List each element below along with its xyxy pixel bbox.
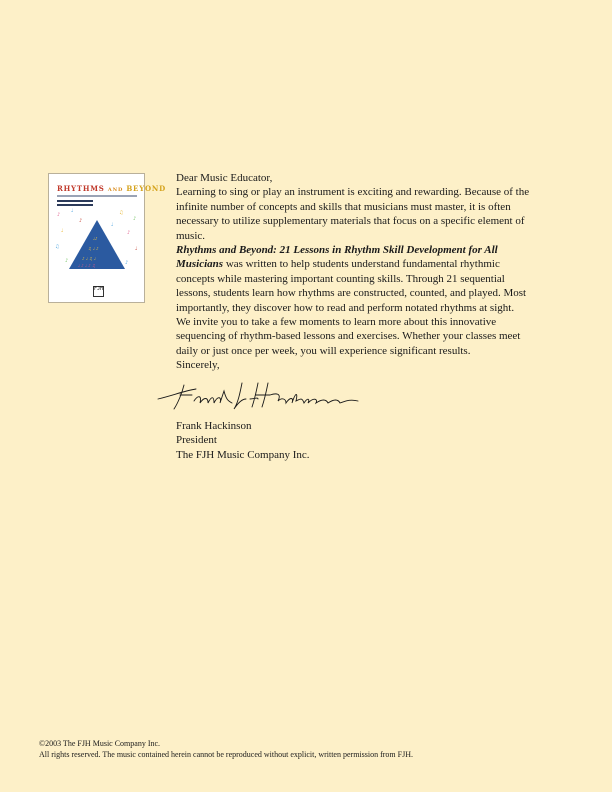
cover-title <box>57 184 166 193</box>
closing: Sincerely, <box>176 359 220 372</box>
svg-text:♪ ♩ ♫ ♩: ♪ ♩ ♫ ♩ <box>82 256 96 261</box>
rights-line: All rights reserved. The music contained herein cannot be reproduced without explicit, written permission from FJH. <box>39 750 413 759</box>
publisher-logo: FJH <box>93 286 104 297</box>
svg-text:♪: ♪ <box>65 258 69 264</box>
footer <box>39 738 599 760</box>
paragraph-intro: Learning to sing or play an instrument is exciting and rewarding. Because of the infinite number of concepts and skills that musicians must master, it is often necessary to utilize supplementary materials that focus on a specific element of music. <box>176 186 530 242</box>
cover-title-and: AND <box>107 187 124 193</box>
svg-text:♪: ♪ <box>57 212 61 218</box>
book-title: Rhythms and Beyond: 21 Lessons in Rhythm Skill Development for All Musicians <box>176 244 498 271</box>
cover-subtitle-line <box>57 195 137 197</box>
copyright-line: ©2003 The FJH Music Company Inc. <box>39 739 161 748</box>
cover-author-line <box>57 200 93 202</box>
svg-text:♩: ♩ <box>111 222 114 228</box>
svg-text:♩♪: ♩♪ <box>93 236 98 241</box>
signature-block <box>176 419 536 462</box>
svg-text:♫: ♫ <box>119 210 124 216</box>
svg-text:♩: ♩ <box>135 246 138 252</box>
svg-text:♩ ♪ ♩ ♪ ♫: ♩ ♪ ♩ ♪ ♫ <box>78 263 96 268</box>
company-name: The FJH Music Company Inc. <box>176 448 310 461</box>
svg-text:♫ ♩ ♪: ♫ ♩ ♪ <box>88 246 99 251</box>
svg-text:♪: ♪ <box>133 216 137 222</box>
paragraph-invite: We invite you to take a few moments to learn more about this innovative sequencing of rhythm-based lessons and exercises. Whether your classes meet daily or just once per week, you will experience significant results. <box>176 316 521 357</box>
letter-body <box>176 171 536 462</box>
cover-title-beyond: BEYOND <box>126 184 166 193</box>
cover-title-rhythms: RHYTHMS <box>57 184 105 193</box>
svg-text:♪: ♪ <box>127 230 131 236</box>
svg-text:♩: ♩ <box>61 228 64 234</box>
svg-text:♩: ♩ <box>71 208 74 214</box>
cover-triangle <box>69 220 125 269</box>
salutation: Dear Music Educator, <box>176 172 273 184</box>
paragraph-book-text: was written to help students understand fundamental rhythmic concepts while mastering important counting skills. Through 21 sequential lessons, students learn how rhythms are constructed, counted, and played. Most importantly, they discover how to read and perform notated rhythms at sight. <box>176 258 527 314</box>
svg-text:♫: ♫ <box>55 244 60 250</box>
book-cover-image <box>48 173 166 303</box>
signer-name: Frank Hackinson <box>176 419 252 432</box>
signature-image <box>154 377 364 411</box>
paragraph-book <box>176 243 536 315</box>
cover-triangle-art <box>49 204 146 279</box>
signer-title: President <box>176 434 217 447</box>
svg-text:♪: ♪ <box>125 260 129 266</box>
svg-text:♪: ♪ <box>79 218 83 224</box>
